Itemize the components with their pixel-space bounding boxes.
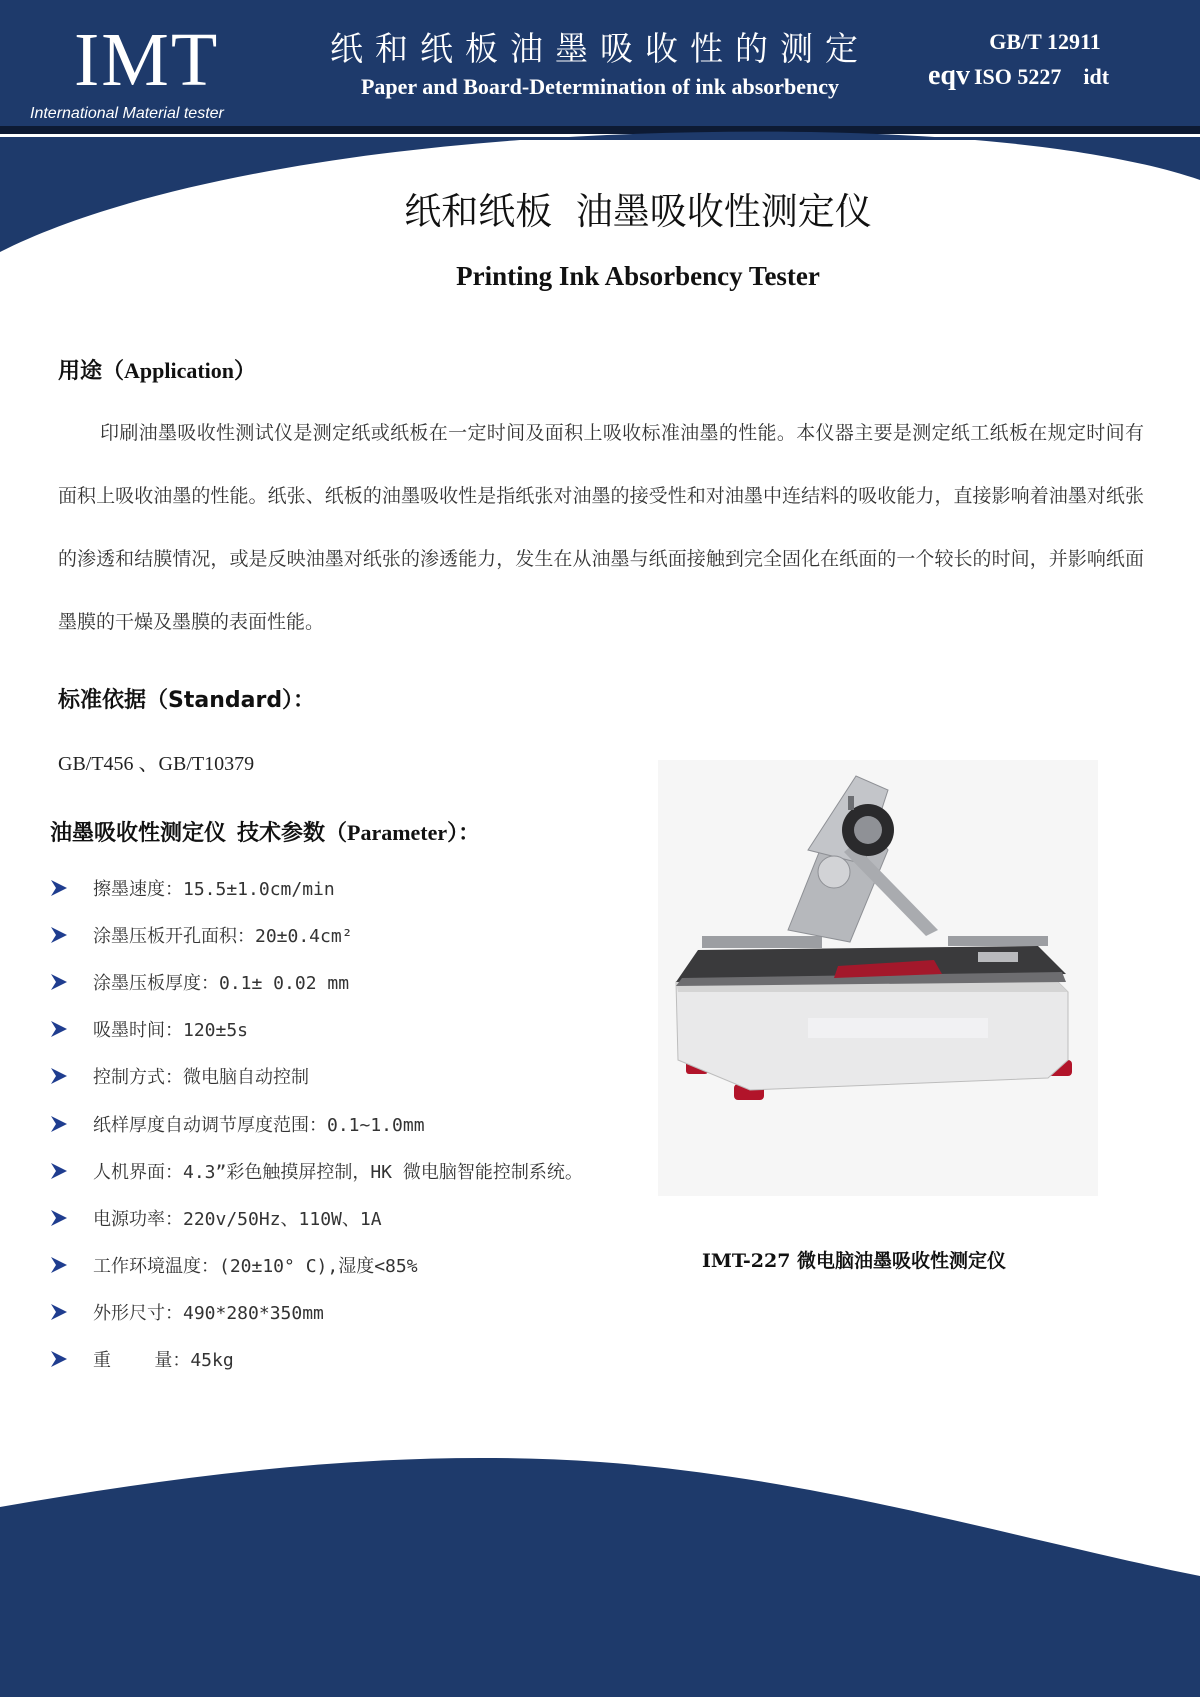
imt-logo: IMT xyxy=(74,18,220,102)
parameter-text: 人机界面：4.3”彩色触摸屏控制，HK 微电脑智能控制系统。 xyxy=(93,1161,583,1183)
arrow-bullet-icon xyxy=(50,879,68,897)
application-heading: 用途（Application） xyxy=(58,358,257,383)
arrow-bullet-icon xyxy=(50,926,68,944)
parameter-text: 擦墨速度：15.5±1.0cm/min xyxy=(93,878,335,900)
page-title-en: Printing Ink Absorbency Tester xyxy=(456,261,820,291)
arrow-bullet-icon xyxy=(50,1067,68,1085)
parameter-text: 重 量：45kg xyxy=(93,1350,234,1372)
parameter-text: 涂墨压板厚度：0.1± 0.02 mm xyxy=(93,972,350,994)
product-caption: IMT-227 微电脑油墨吸收性测定仪 xyxy=(701,1250,1007,1272)
parameter-list xyxy=(50,864,583,1383)
parameter-item xyxy=(50,1289,583,1336)
standard-value: GB/T456 、GB/T10379 xyxy=(58,753,255,775)
application-text: 印刷油墨吸收性测试仪是测定纸或纸板在一定时间及面积上吸收标准油墨的性能。本仪器主要是测定纸工纸板在规定时间有面积上吸收油墨的性能。纸张、纸板的油墨吸收性是指纸张对油墨的接受性和对油墨中连结料的吸收能力，直接影响着油墨对纸张的渗透和结膜情况，或是反映油墨对纸张的渗透能力，发生在从油墨与纸面接触到完全固化在纸面的一个较长的时间，并影响纸面墨膜的干燥及墨膜的表面性能。 xyxy=(58,422,1144,633)
logo-tagline: International Material tester xyxy=(30,105,224,122)
standard-iso-code xyxy=(928,62,1109,90)
parameters-heading: 油墨吸收性测定仪 技术参数（Parameter）： xyxy=(50,820,481,845)
header-divider xyxy=(0,126,1200,134)
parameter-text: 纸样厚度自动调节厚度范围：0.1~1.0mm xyxy=(93,1114,425,1136)
parameter-item xyxy=(50,864,583,911)
arrow-bullet-icon xyxy=(50,1303,68,1321)
standard-iso: ISO 5227 xyxy=(974,64,1062,89)
parameter-item xyxy=(50,1006,583,1053)
page-title-cn: 纸和纸板 油墨吸收性测定仪 xyxy=(404,190,872,233)
arrow-bullet-icon xyxy=(50,1350,68,1368)
header-title-en: Paper and Board-Determination of ink absorbency xyxy=(360,74,840,99)
parameter-item xyxy=(50,1194,583,1241)
product-photo xyxy=(658,760,1098,1196)
standard-idt: idt xyxy=(1083,64,1110,89)
parameter-text: 吸墨时间：120±5s xyxy=(93,1020,249,1042)
arrow-bullet-icon xyxy=(50,973,68,991)
parameter-item xyxy=(50,1336,583,1383)
arrow-bullet-icon xyxy=(50,1162,68,1180)
parameter-item xyxy=(50,1053,583,1100)
standard-heading: 标准依据（Standard）： xyxy=(58,688,316,713)
arrow-bullet-icon xyxy=(50,1115,68,1133)
footer-wave xyxy=(0,1458,1200,1697)
parameter-text: 外形尺寸：490*280*350mm xyxy=(93,1303,324,1325)
parameter-item xyxy=(50,1100,583,1147)
parameter-item xyxy=(50,911,583,958)
parameter-item xyxy=(50,958,583,1005)
standard-eqv: eqv xyxy=(928,60,970,91)
arrow-bullet-icon xyxy=(50,1256,68,1274)
parameter-item xyxy=(50,1242,583,1289)
parameter-item xyxy=(50,1147,583,1194)
arrow-bullet-icon xyxy=(50,1020,68,1038)
parameter-text: 控制方式：微电脑自动控制 xyxy=(93,1067,309,1089)
parameter-text: 涂墨压板开孔面积：20±0.4cm² xyxy=(93,925,353,947)
parameter-text: 工作环境温度：(20±10° C),湿度<85% xyxy=(93,1256,418,1278)
header-title-cn: 纸和纸板油墨吸收性的测定 xyxy=(330,29,870,68)
arrow-bullet-icon xyxy=(50,1209,68,1227)
parameter-text: 电源功率：220v/50Hz、110W、1A xyxy=(93,1208,382,1230)
standard-gb-code: GB/T 12911 xyxy=(989,29,1101,54)
